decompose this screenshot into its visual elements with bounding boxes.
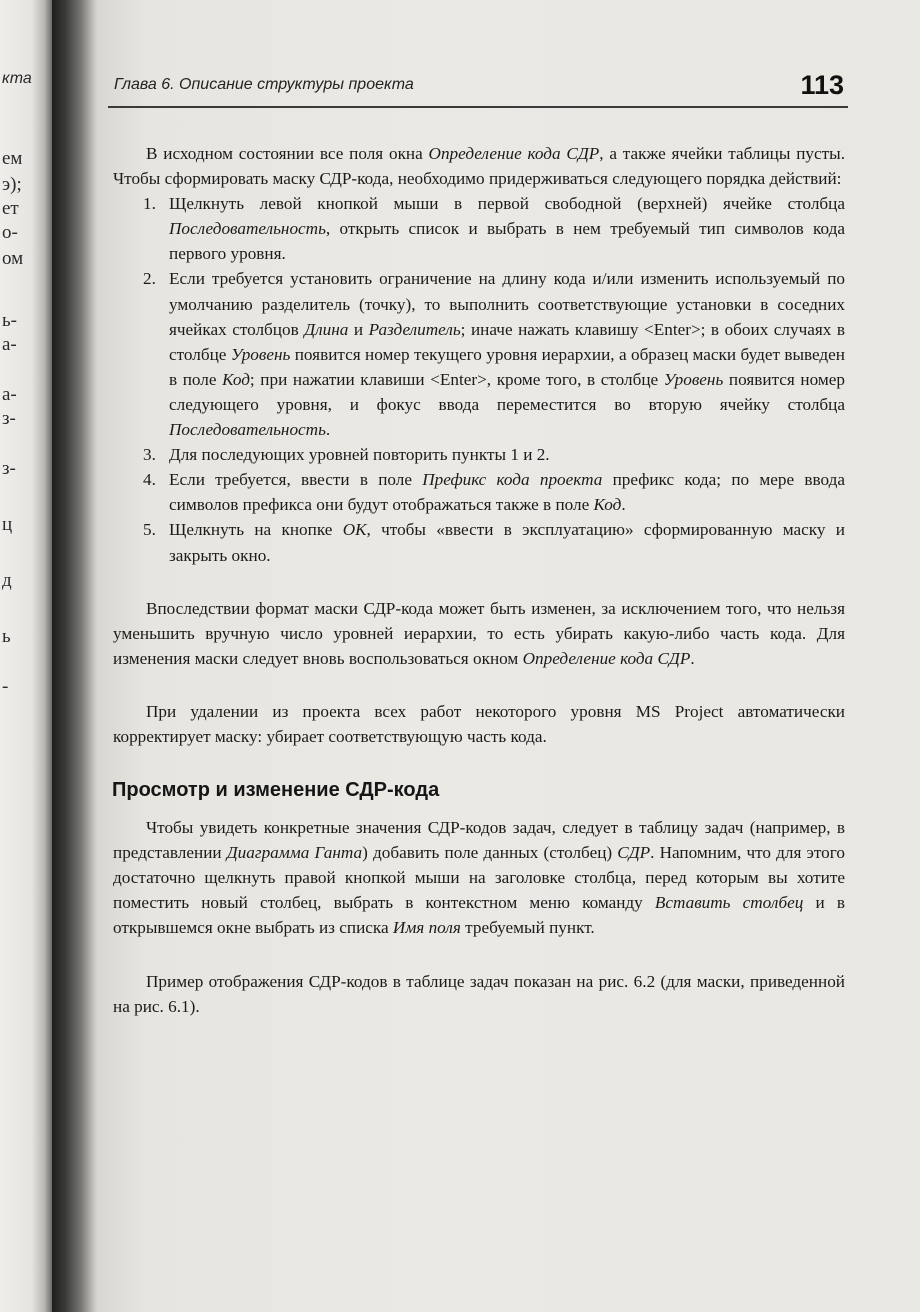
prev-page-fragment: ь- — [2, 310, 17, 331]
list-item: 3. Для последующих уровней повторить пункты 1 и 2. — [169, 442, 845, 467]
list-number: 5. — [143, 520, 156, 540]
list-number: 1. — [143, 194, 156, 214]
prev-page-fragment: ем — [2, 148, 23, 169]
chapter-title: Глава 6. Описание структуры проекта — [114, 76, 414, 93]
prev-page-fragment: а- — [2, 334, 17, 355]
list-number: 2. — [143, 269, 156, 289]
list-number: 3. — [143, 445, 156, 465]
prev-page-fragment: кта — [2, 70, 32, 87]
auto-correct-paragraph: При удалении из проекта всех работ некоторого уровня MS Project автоматически корректирует маску: убирает соответствующую часть кода. — [113, 701, 845, 746]
prev-page-fragment: ом — [2, 248, 24, 269]
list-item: 2. Если требуется установить ограничение на длину кода и/или изменить используемый по умолчанию разделитель (точку), то выполнить соответствующие установки в соседних ячейках столбцов Длина и Разделитель; иначе нажать клавишу <Enter>; в обоих случаях в столбце Уровень появится номер текущего уровня иерархии, а образец маски будет выведен в поле Код; при нажатии клавиши <Enter>, кроме того, в столбце Уровень появится номер следующего уровня, и фокус ввода переместится во вторую ячейку столбца Последовательность. — [169, 266, 845, 442]
book-page — [98, 0, 920, 1312]
list-item: 4. Если требуется, ввести в поле Префикс кода проекта префикс кода; по мере ввода символов префикса они будут отображаться также в поле Код. — [169, 467, 845, 517]
intro-paragraph: В исходном состоянии все поля окна Определение кода СДР, а также ячейки таблицы пусты. Чтобы сформировать маску СДР-кода, необходимо придерживаться следующего порядка действий: — [113, 144, 845, 189]
prev-page-fragment: а- — [2, 384, 17, 405]
page-number: 113 — [800, 70, 844, 100]
previous-page-edge — [0, 0, 52, 1312]
view-code-paragraph: Чтобы увидеть конкретные значения СДР-кодов задач, следует в таблицу задач (например, в представлении Диаграмма Ганта) добавить поле данных (столбец) СДР. Напомним, что для этого достаточно щелкнуть правой кнопкой мыши на заголовке столбца, перед которым вы хотите поместить новый столбец, выбрать в контекстном меню команду Вставить столбец и в открывшемся окне выбрать из списка Имя поля требуемый пункт. — [113, 818, 845, 938]
prev-page-fragment: о- — [2, 222, 18, 243]
prev-page-fragment: з- — [2, 408, 16, 429]
prev-page-fragment: д — [2, 570, 12, 591]
steps-list — [113, 191, 845, 567]
section-heading: Просмотр и изменение СДР-кода — [112, 779, 440, 802]
list-item: 5. Щелкнуть на кнопке ОК, чтобы «ввести в эксплуатацию» сформированную маску и закрыть окно. — [169, 517, 845, 567]
list-item: 1. Щелкнуть левой кнопкой мыши в первой свободной (верхней) ячейке столбца Последовательность, открыть список и выбрать в нем требуемый тип символов кода первого уровня. — [169, 191, 845, 266]
page-body — [113, 141, 845, 1019]
example-paragraph: Пример отображения СДР-кодов в таблице задач показан на рис. 6.2 (для маски, приведенной на рис. 6.1). — [113, 971, 845, 1016]
prev-page-fragment: з- — [2, 458, 16, 479]
mask-change-paragraph: Впоследствии формат маски СДР-кода может быть изменен, за исключением того, что нельзя уменьшить вручную число уровней иерархии, то есть убирать какую-либо часть кода. Для изменения маски следует вновь воспользоваться окном Определение кода СДР. — [113, 598, 845, 668]
list-number: 4. — [143, 470, 156, 490]
book-binding-shadow — [52, 0, 98, 1312]
prev-page-fragment: - — [2, 676, 9, 697]
prev-page-fragment: ц — [2, 514, 13, 535]
running-header — [108, 70, 848, 108]
prev-page-fragment: ет — [2, 198, 19, 219]
prev-page-fragment: э); — [2, 174, 22, 195]
prev-page-fragment: ь — [2, 626, 11, 647]
